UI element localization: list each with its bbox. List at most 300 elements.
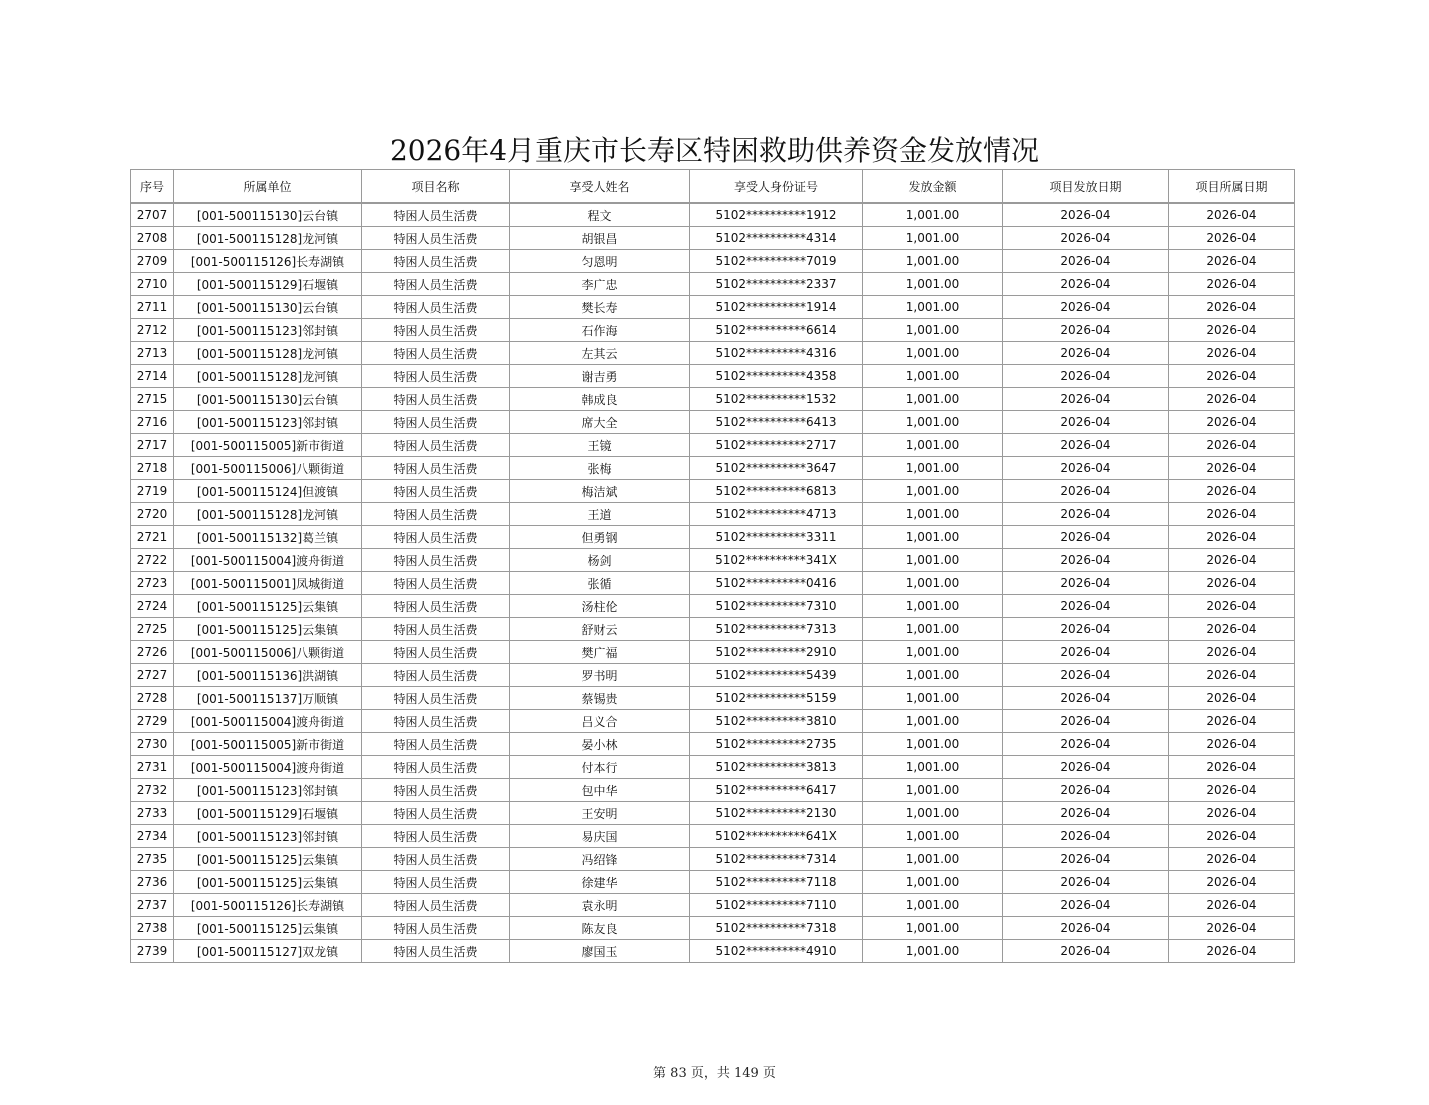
table-row <box>131 296 1295 319</box>
cell-issue-date: 2026-04 <box>1003 687 1169 710</box>
cell-unit: [001-500115123]邻封镇 <box>174 779 362 802</box>
cell-issue-date: 2026-04 <box>1003 940 1169 963</box>
cell-project: 特困人员生活费 <box>362 526 510 549</box>
cell-seq: 2715 <box>131 388 174 411</box>
cell-recipient-name: 程文 <box>510 203 690 227</box>
cell-period-date: 2026-04 <box>1169 871 1295 894</box>
cell-unit: [001-500115126]长寿湖镇 <box>174 250 362 273</box>
cell-project: 特困人员生活费 <box>362 296 510 319</box>
cell-seq: 2731 <box>131 756 174 779</box>
cell-period-date: 2026-04 <box>1169 526 1295 549</box>
table-row <box>131 434 1295 457</box>
table-row <box>131 411 1295 434</box>
cell-unit: [001-500115128]龙河镇 <box>174 227 362 250</box>
cell-project: 特困人员生活费 <box>362 365 510 388</box>
cell-recipient-name: 舒财云 <box>510 618 690 641</box>
cell-project: 特困人员生活费 <box>362 710 510 733</box>
cell-project: 特困人员生活费 <box>362 549 510 572</box>
cell-recipient-id: 5102**********4316 <box>690 342 863 365</box>
cell-recipient-name: 罗书明 <box>510 664 690 687</box>
cell-recipient-id: 5102**********7313 <box>690 618 863 641</box>
cell-recipient-name: 付本行 <box>510 756 690 779</box>
cell-amount: 1,001.00 <box>863 825 1003 848</box>
cell-recipient-id: 5102**********6614 <box>690 319 863 342</box>
cell-issue-date: 2026-04 <box>1003 894 1169 917</box>
cell-seq: 2711 <box>131 296 174 319</box>
cell-issue-date: 2026-04 <box>1003 733 1169 756</box>
cell-recipient-id: 5102**********641X <box>690 825 863 848</box>
cell-recipient-id: 5102**********7019 <box>690 250 863 273</box>
cell-recipient-id: 5102**********6417 <box>690 779 863 802</box>
cell-unit: [001-500115128]龙河镇 <box>174 342 362 365</box>
cell-unit: [001-500115006]八颗街道 <box>174 641 362 664</box>
table-row <box>131 917 1295 940</box>
cell-unit: [001-500115125]云集镇 <box>174 618 362 641</box>
header-issue-date: 项目发放日期 <box>1003 170 1169 204</box>
cell-recipient-id: 5102**********4910 <box>690 940 863 963</box>
cell-recipient-name: 吕义合 <box>510 710 690 733</box>
cell-recipient-name: 杨剑 <box>510 549 690 572</box>
cell-unit: [001-500115129]石堰镇 <box>174 273 362 296</box>
cell-issue-date: 2026-04 <box>1003 203 1169 227</box>
cell-recipient-name: 王道 <box>510 503 690 526</box>
cell-amount: 1,001.00 <box>863 457 1003 480</box>
cell-issue-date: 2026-04 <box>1003 503 1169 526</box>
cell-amount: 1,001.00 <box>863 411 1003 434</box>
table-row <box>131 526 1295 549</box>
cell-unit: [001-500115127]双龙镇 <box>174 940 362 963</box>
cell-issue-date: 2026-04 <box>1003 250 1169 273</box>
cell-issue-date: 2026-04 <box>1003 296 1169 319</box>
table-row <box>131 342 1295 365</box>
cell-unit: [001-500115130]云台镇 <box>174 203 362 227</box>
cell-amount: 1,001.00 <box>863 733 1003 756</box>
cell-recipient-id: 5102**********3813 <box>690 756 863 779</box>
cell-seq: 2719 <box>131 480 174 503</box>
cell-amount: 1,001.00 <box>863 365 1003 388</box>
cell-amount: 1,001.00 <box>863 434 1003 457</box>
cell-amount: 1,001.00 <box>863 273 1003 296</box>
cell-unit: [001-500115128]龙河镇 <box>174 365 362 388</box>
table-row <box>131 940 1295 963</box>
cell-recipient-name: 包中华 <box>510 779 690 802</box>
disbursement-table <box>130 169 1295 963</box>
cell-period-date: 2026-04 <box>1169 549 1295 572</box>
cell-amount: 1,001.00 <box>863 618 1003 641</box>
cell-amount: 1,001.00 <box>863 227 1003 250</box>
cell-seq: 2723 <box>131 572 174 595</box>
cell-amount: 1,001.00 <box>863 388 1003 411</box>
cell-seq: 2720 <box>131 503 174 526</box>
cell-period-date: 2026-04 <box>1169 480 1295 503</box>
table-row <box>131 319 1295 342</box>
cell-amount: 1,001.00 <box>863 710 1003 733</box>
cell-project: 特困人员生活费 <box>362 848 510 871</box>
table-row <box>131 779 1295 802</box>
cell-recipient-id: 5102**********7118 <box>690 871 863 894</box>
header-recipient-name: 享受人姓名 <box>510 170 690 204</box>
cell-seq: 2735 <box>131 848 174 871</box>
cell-issue-date: 2026-04 <box>1003 457 1169 480</box>
cell-seq: 2734 <box>131 825 174 848</box>
header-seq: 序号 <box>131 170 174 204</box>
cell-amount: 1,001.00 <box>863 641 1003 664</box>
cell-project: 特困人员生活费 <box>362 618 510 641</box>
table-row <box>131 572 1295 595</box>
cell-unit: [001-500115125]云集镇 <box>174 595 362 618</box>
cell-issue-date: 2026-04 <box>1003 342 1169 365</box>
cell-period-date: 2026-04 <box>1169 457 1295 480</box>
cell-recipient-id: 5102**********1532 <box>690 388 863 411</box>
cell-issue-date: 2026-04 <box>1003 273 1169 296</box>
cell-unit: [001-500115125]云集镇 <box>174 848 362 871</box>
cell-amount: 1,001.00 <box>863 250 1003 273</box>
cell-amount: 1,001.00 <box>863 664 1003 687</box>
cell-period-date: 2026-04 <box>1169 296 1295 319</box>
cell-seq: 2717 <box>131 434 174 457</box>
cell-seq: 2716 <box>131 411 174 434</box>
cell-period-date: 2026-04 <box>1169 572 1295 595</box>
cell-recipient-name: 张梅 <box>510 457 690 480</box>
cell-recipient-name: 席大全 <box>510 411 690 434</box>
cell-recipient-name: 王镜 <box>510 434 690 457</box>
cell-issue-date: 2026-04 <box>1003 549 1169 572</box>
cell-issue-date: 2026-04 <box>1003 526 1169 549</box>
cell-seq: 2714 <box>131 365 174 388</box>
cell-seq: 2737 <box>131 894 174 917</box>
cell-period-date: 2026-04 <box>1169 503 1295 526</box>
cell-amount: 1,001.00 <box>863 917 1003 940</box>
cell-seq: 2721 <box>131 526 174 549</box>
cell-amount: 1,001.00 <box>863 572 1003 595</box>
cell-period-date: 2026-04 <box>1169 411 1295 434</box>
table-row <box>131 710 1295 733</box>
cell-project: 特困人员生活费 <box>362 871 510 894</box>
cell-period-date: 2026-04 <box>1169 940 1295 963</box>
cell-issue-date: 2026-04 <box>1003 618 1169 641</box>
cell-recipient-name: 汤柱伦 <box>510 595 690 618</box>
cell-seq: 2709 <box>131 250 174 273</box>
cell-seq: 2738 <box>131 917 174 940</box>
cell-issue-date: 2026-04 <box>1003 434 1169 457</box>
cell-recipient-id: 5102**********4713 <box>690 503 863 526</box>
cell-project: 特困人员生活费 <box>362 227 510 250</box>
cell-amount: 1,001.00 <box>863 848 1003 871</box>
table-row <box>131 457 1295 480</box>
cell-recipient-name: 樊广福 <box>510 641 690 664</box>
cell-amount: 1,001.00 <box>863 342 1003 365</box>
cell-project: 特困人员生活费 <box>362 779 510 802</box>
cell-recipient-name: 韩成良 <box>510 388 690 411</box>
cell-issue-date: 2026-04 <box>1003 871 1169 894</box>
cell-recipient-name: 左其云 <box>510 342 690 365</box>
table-row <box>131 595 1295 618</box>
cell-project: 特困人员生活费 <box>362 273 510 296</box>
cell-period-date: 2026-04 <box>1169 595 1295 618</box>
cell-unit: [001-500115128]龙河镇 <box>174 503 362 526</box>
cell-recipient-id: 5102**********1914 <box>690 296 863 319</box>
cell-seq: 2708 <box>131 227 174 250</box>
cell-project: 特困人员生活费 <box>362 457 510 480</box>
cell-period-date: 2026-04 <box>1169 227 1295 250</box>
cell-recipient-name: 廖国玉 <box>510 940 690 963</box>
cell-issue-date: 2026-04 <box>1003 480 1169 503</box>
cell-unit: [001-500115132]葛兰镇 <box>174 526 362 549</box>
table-body <box>131 203 1295 963</box>
cell-period-date: 2026-04 <box>1169 641 1295 664</box>
cell-project: 特困人员生活费 <box>362 434 510 457</box>
table-row <box>131 687 1295 710</box>
cell-seq: 2728 <box>131 687 174 710</box>
cell-recipient-id: 5102**********3647 <box>690 457 863 480</box>
cell-issue-date: 2026-04 <box>1003 641 1169 664</box>
cell-period-date: 2026-04 <box>1169 250 1295 273</box>
cell-recipient-name: 谢吉勇 <box>510 365 690 388</box>
cell-recipient-id: 5102**********2717 <box>690 434 863 457</box>
cell-period-date: 2026-04 <box>1169 664 1295 687</box>
cell-issue-date: 2026-04 <box>1003 365 1169 388</box>
cell-recipient-id: 5102**********7314 <box>690 848 863 871</box>
cell-recipient-name: 徐建华 <box>510 871 690 894</box>
table-row <box>131 848 1295 871</box>
cell-seq: 2724 <box>131 595 174 618</box>
cell-period-date: 2026-04 <box>1169 848 1295 871</box>
table-row <box>131 250 1295 273</box>
page-title: 2026年4月重庆市长寿区特困救助供养资金发放情况 <box>389 134 1040 167</box>
cell-recipient-id: 5102**********3810 <box>690 710 863 733</box>
cell-issue-date: 2026-04 <box>1003 825 1169 848</box>
cell-amount: 1,001.00 <box>863 802 1003 825</box>
cell-project: 特困人员生活费 <box>362 825 510 848</box>
cell-seq: 2707 <box>131 203 174 227</box>
cell-amount: 1,001.00 <box>863 687 1003 710</box>
cell-project: 特困人员生活费 <box>362 756 510 779</box>
cell-issue-date: 2026-04 <box>1003 664 1169 687</box>
table-row <box>131 756 1295 779</box>
cell-project: 特困人员生活费 <box>362 641 510 664</box>
cell-unit: [001-500115123]邻封镇 <box>174 319 362 342</box>
cell-unit: [001-500115004]渡舟街道 <box>174 756 362 779</box>
cell-seq: 2713 <box>131 342 174 365</box>
cell-recipient-id: 5102**********3311 <box>690 526 863 549</box>
cell-project: 特困人员生活费 <box>362 503 510 526</box>
cell-issue-date: 2026-04 <box>1003 227 1169 250</box>
cell-recipient-name: 袁永明 <box>510 894 690 917</box>
cell-recipient-name: 张循 <box>510 572 690 595</box>
cell-unit: [001-500115124]但渡镇 <box>174 480 362 503</box>
cell-project: 特困人员生活费 <box>362 940 510 963</box>
cell-unit: [001-500115130]云台镇 <box>174 296 362 319</box>
cell-recipient-name: 王安明 <box>510 802 690 825</box>
table-row <box>131 664 1295 687</box>
table-row <box>131 273 1295 296</box>
cell-unit: [001-500115005]新市街道 <box>174 434 362 457</box>
cell-recipient-id: 5102**********7310 <box>690 595 863 618</box>
cell-unit: [001-500115129]石堰镇 <box>174 802 362 825</box>
cell-recipient-id: 5102**********2910 <box>690 641 863 664</box>
cell-period-date: 2026-04 <box>1169 825 1295 848</box>
table-row <box>131 227 1295 250</box>
cell-project: 特困人员生活费 <box>362 917 510 940</box>
cell-period-date: 2026-04 <box>1169 365 1295 388</box>
cell-unit: [001-500115001]凤城街道 <box>174 572 362 595</box>
cell-recipient-id: 5102**********5159 <box>690 687 863 710</box>
cell-period-date: 2026-04 <box>1169 273 1295 296</box>
cell-project: 特困人员生活费 <box>362 572 510 595</box>
cell-recipient-name: 蔡锡贵 <box>510 687 690 710</box>
cell-period-date: 2026-04 <box>1169 710 1295 733</box>
cell-amount: 1,001.00 <box>863 595 1003 618</box>
cell-amount: 1,001.00 <box>863 894 1003 917</box>
cell-seq: 2736 <box>131 871 174 894</box>
cell-issue-date: 2026-04 <box>1003 802 1169 825</box>
cell-unit: [001-500115125]云集镇 <box>174 871 362 894</box>
cell-period-date: 2026-04 <box>1169 802 1295 825</box>
cell-recipient-id: 5102**********6413 <box>690 411 863 434</box>
cell-amount: 1,001.00 <box>863 526 1003 549</box>
table-row <box>131 480 1295 503</box>
cell-amount: 1,001.00 <box>863 940 1003 963</box>
cell-period-date: 2026-04 <box>1169 733 1295 756</box>
cell-project: 特困人员生活费 <box>362 250 510 273</box>
cell-amount: 1,001.00 <box>863 549 1003 572</box>
cell-period-date: 2026-04 <box>1169 756 1295 779</box>
cell-project: 特困人员生活费 <box>362 802 510 825</box>
cell-recipient-name: 樊长寿 <box>510 296 690 319</box>
table-row <box>131 641 1295 664</box>
cell-period-date: 2026-04 <box>1169 894 1295 917</box>
cell-recipient-id: 5102**********2130 <box>690 802 863 825</box>
cell-issue-date: 2026-04 <box>1003 756 1169 779</box>
cell-recipient-id: 5102**********7110 <box>690 894 863 917</box>
cell-project: 特困人员生活费 <box>362 664 510 687</box>
cell-issue-date: 2026-04 <box>1003 917 1169 940</box>
header-period-date: 项目所属日期 <box>1169 170 1295 204</box>
cell-period-date: 2026-04 <box>1169 779 1295 802</box>
header-amount: 发放金额 <box>863 170 1003 204</box>
table-row <box>131 802 1295 825</box>
table-header <box>131 170 1295 204</box>
cell-project: 特困人员生活费 <box>362 203 510 227</box>
cell-project: 特困人员生活费 <box>362 319 510 342</box>
cell-amount: 1,001.00 <box>863 480 1003 503</box>
table-row <box>131 549 1295 572</box>
table-row <box>131 825 1295 848</box>
cell-issue-date: 2026-04 <box>1003 710 1169 733</box>
cell-unit: [001-500115123]邻封镇 <box>174 825 362 848</box>
cell-issue-date: 2026-04 <box>1003 319 1169 342</box>
cell-issue-date: 2026-04 <box>1003 779 1169 802</box>
cell-unit: [001-500115123]邻封镇 <box>174 411 362 434</box>
cell-recipient-name: 匀恩明 <box>510 250 690 273</box>
cell-seq: 2732 <box>131 779 174 802</box>
header-project: 项目名称 <box>362 170 510 204</box>
cell-recipient-id: 5102**********4358 <box>690 365 863 388</box>
cell-seq: 2710 <box>131 273 174 296</box>
cell-unit: [001-500115126]长寿湖镇 <box>174 894 362 917</box>
header-row <box>131 170 1295 204</box>
cell-recipient-id: 5102**********2735 <box>690 733 863 756</box>
cell-period-date: 2026-04 <box>1169 687 1295 710</box>
cell-recipient-id: 5102**********0416 <box>690 572 863 595</box>
cell-recipient-id: 5102**********7318 <box>690 917 863 940</box>
cell-issue-date: 2026-04 <box>1003 572 1169 595</box>
cell-recipient-id: 5102**********4314 <box>690 227 863 250</box>
cell-unit: [001-500115136]洪湖镇 <box>174 664 362 687</box>
cell-unit: [001-500115004]渡舟街道 <box>174 710 362 733</box>
page-footer: 第 83 页，共 149 页 <box>653 1066 776 1081</box>
cell-amount: 1,001.00 <box>863 319 1003 342</box>
cell-period-date: 2026-04 <box>1169 434 1295 457</box>
table-row <box>131 871 1295 894</box>
cell-recipient-name: 易庆国 <box>510 825 690 848</box>
cell-amount: 1,001.00 <box>863 203 1003 227</box>
cell-recipient-name: 石作海 <box>510 319 690 342</box>
cell-amount: 1,001.00 <box>863 756 1003 779</box>
cell-recipient-name: 晏小林 <box>510 733 690 756</box>
cell-period-date: 2026-04 <box>1169 917 1295 940</box>
table-row <box>131 503 1295 526</box>
cell-project: 特困人员生活费 <box>362 342 510 365</box>
cell-project: 特困人员生活费 <box>362 595 510 618</box>
table-row <box>131 733 1295 756</box>
cell-amount: 1,001.00 <box>863 296 1003 319</box>
cell-seq: 2725 <box>131 618 174 641</box>
cell-recipient-name: 梅洁斌 <box>510 480 690 503</box>
cell-period-date: 2026-04 <box>1169 319 1295 342</box>
cell-period-date: 2026-04 <box>1169 203 1295 227</box>
cell-project: 特困人员生活费 <box>362 388 510 411</box>
cell-seq: 2712 <box>131 319 174 342</box>
cell-recipient-name: 陈友良 <box>510 917 690 940</box>
cell-recipient-id: 5102**********1912 <box>690 203 863 227</box>
cell-unit: [001-500115137]万顺镇 <box>174 687 362 710</box>
cell-seq: 2739 <box>131 940 174 963</box>
cell-recipient-name: 胡银昌 <box>510 227 690 250</box>
cell-seq: 2733 <box>131 802 174 825</box>
cell-recipient-name: 但勇钢 <box>510 526 690 549</box>
cell-amount: 1,001.00 <box>863 779 1003 802</box>
cell-issue-date: 2026-04 <box>1003 595 1169 618</box>
cell-project: 特困人员生活费 <box>362 733 510 756</box>
cell-recipient-name: 李广忠 <box>510 273 690 296</box>
cell-period-date: 2026-04 <box>1169 618 1295 641</box>
cell-period-date: 2026-04 <box>1169 388 1295 411</box>
cell-seq: 2722 <box>131 549 174 572</box>
cell-project: 特困人员生活费 <box>362 894 510 917</box>
cell-period-date: 2026-04 <box>1169 342 1295 365</box>
cell-seq: 2729 <box>131 710 174 733</box>
cell-project: 特困人员生活费 <box>362 411 510 434</box>
table-row <box>131 203 1295 227</box>
cell-unit: [001-500115125]云集镇 <box>174 917 362 940</box>
table-row <box>131 894 1295 917</box>
cell-recipient-id: 5102**********5439 <box>690 664 863 687</box>
cell-unit: [001-500115005]新市街道 <box>174 733 362 756</box>
cell-seq: 2718 <box>131 457 174 480</box>
cell-unit: [001-500115130]云台镇 <box>174 388 362 411</box>
cell-recipient-id: 5102**********2337 <box>690 273 863 296</box>
cell-issue-date: 2026-04 <box>1003 848 1169 871</box>
table-row <box>131 365 1295 388</box>
cell-project: 特困人员生活费 <box>362 480 510 503</box>
table-row <box>131 388 1295 411</box>
cell-recipient-id: 5102**********6813 <box>690 480 863 503</box>
cell-issue-date: 2026-04 <box>1003 388 1169 411</box>
cell-issue-date: 2026-04 <box>1003 411 1169 434</box>
header-recipient-id: 享受人身份证号 <box>690 170 863 204</box>
cell-project: 特困人员生活费 <box>362 687 510 710</box>
